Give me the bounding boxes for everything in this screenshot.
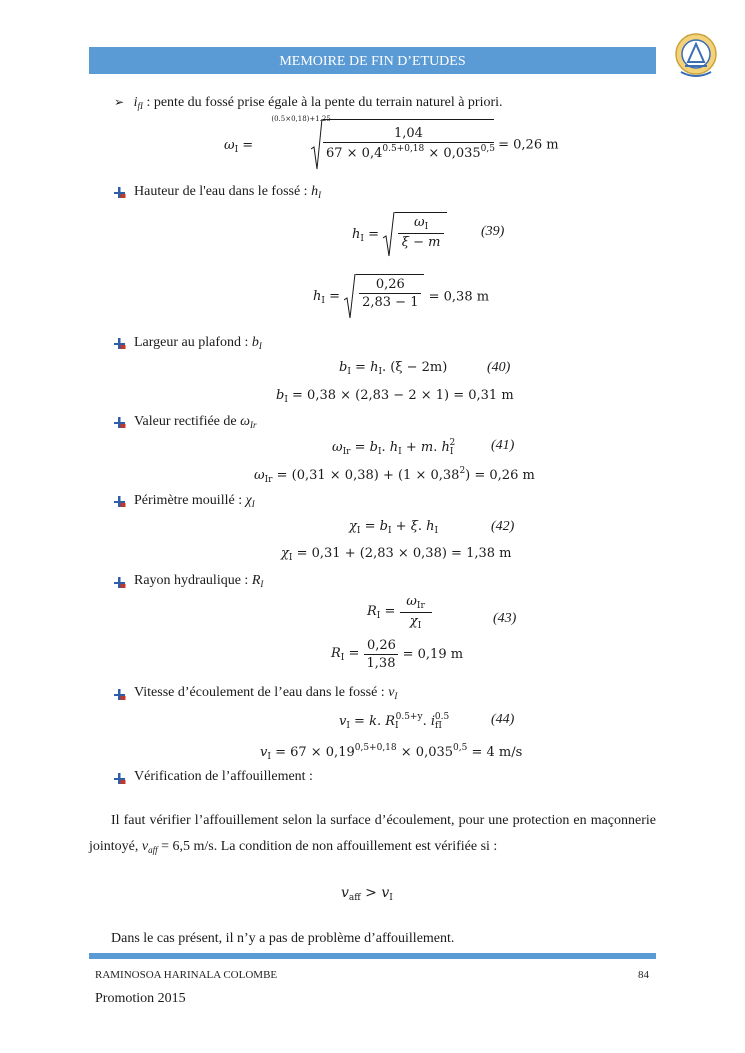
footer-bar (89, 953, 656, 959)
section-perimetre: Périmètre mouillé : $\chi_I$ (134, 493, 255, 509)
equation-43-value: $R_I$ = $\frac{0,26}{1,38}$ = 0,19 m (331, 638, 464, 671)
equation-40: $b_I = h_I$. (ξ − 2m) (339, 360, 448, 377)
equation-number-42: (42) (491, 519, 515, 534)
checkbox-bullet-icon (113, 688, 126, 701)
footer-promotion: Promotion 2015 (95, 991, 186, 1006)
equation-number-39: (39) (481, 224, 505, 239)
paragraph-affouillement: Il faut vérifier l’affouillement selon la surface d’écoulement, pour une protection en maçonnerie jointoyé, $v_{aff} = 6,5$ m/s. La condition de non affouillement est vérifiée si : (89, 813, 656, 855)
intro-line: ➢ $i_{fI}$ : pente du fossé prise égale à la pente du terrain naturel à priori. (114, 95, 503, 111)
checkbox-bullet-icon (113, 495, 126, 508)
equation-number-44: (44) (491, 712, 515, 727)
arrow-bullet-icon: ➢ (114, 95, 125, 109)
checkbox-bullet-icon (113, 337, 126, 350)
root-index: (0.5×0,18)+1.25 (271, 115, 331, 123)
section-vitesse: Vitesse d’écoulement de l’eau dans le fossé : $v_I$ (134, 685, 398, 701)
equation-42: $\chi_I = b_I + \xi$. $h_I$ (349, 519, 439, 536)
equation-41-value: $\omega_{Ir} = (0,31 \times 0,38) + (1 \times 0,38^2) = 0,26$ m (254, 466, 535, 485)
equation-41: $\omega_{Ir} = b_I$. $h_I + m$. $h_I^2$ (332, 438, 456, 457)
checkbox-bullet-icon (113, 772, 126, 785)
equation-number-41: (41) (491, 438, 515, 453)
checkbox-bullet-icon (113, 576, 126, 589)
equation-44: $v_I = k$. $R_I^{0.5+y}$. $i_{fI}^{0.5}$ (339, 712, 450, 731)
equation-42-value: $\chi_I = 0,31 + (2,83 \times 0,38) = 1,38$ m (281, 546, 512, 563)
section-valeur: Valeur rectifiée de $\omega_{Ir}$ (134, 414, 257, 430)
intro-text: : pente du fossé prise égale à la pente du terrain naturel à priori. (142, 95, 503, 110)
equation-39: $h_I$ = $\frac{\omega_I}{\xi - m}$ (352, 212, 447, 258)
condition-equation: $v_{aff} > v_I$ (341, 885, 393, 903)
school-logo-icon (673, 32, 719, 82)
slope-symbol: i (133, 95, 138, 110)
page-number: 84 (638, 969, 649, 981)
equation-number-40: (40) (487, 360, 511, 375)
footer-author: RAMINOSOA HARINALA COLOMBE (95, 969, 278, 981)
section-verification: Vérification de l’affouillement : (134, 769, 313, 784)
equation-43: $R_I$ = $\frac{\omega_{Ir}}{\chi_I}$ (367, 594, 432, 631)
equation-39-value: $h_I$ = $\frac{0,26}{2,83 - 1}$ = 0,38 m (313, 274, 489, 320)
checkbox-bullet-icon (113, 186, 126, 199)
equation-40-value: $b_I = 0,38 \times (2,83 - 2 \times 1) = 0,31$ m (276, 388, 514, 405)
section-largeur: Largeur au plafond : $b_I$ (134, 335, 262, 351)
equation-number-43: (43) (493, 611, 517, 626)
page-header: MEMOIRE DE FIN D’ETUDES (89, 47, 656, 74)
omega-equation: $\omega_I = (0.5\times 0,18)+1.25$ $\frac{1,04}{67 \times 0,4^{0.5+0,18} \times 0,035^{0,5}}$ = 0,26 m (224, 119, 559, 171)
checkbox-bullet-icon (113, 416, 126, 429)
section-hauteur: Hauteur de l'eau dans le fossé : $h_I$ (134, 184, 322, 200)
equation-44-value: $v_I = 67 \times 0,19^{0,5+0,18} \times 0,035^{0,5} = 4$ m/s (260, 743, 523, 762)
section-rayon: Rayon hydraulique : $R_I$ (134, 573, 264, 589)
radical-sign-icon (311, 119, 323, 171)
paragraph-conclusion: Dans le cas présent, il n’y a pas de problème d’affouillement. (111, 931, 455, 946)
